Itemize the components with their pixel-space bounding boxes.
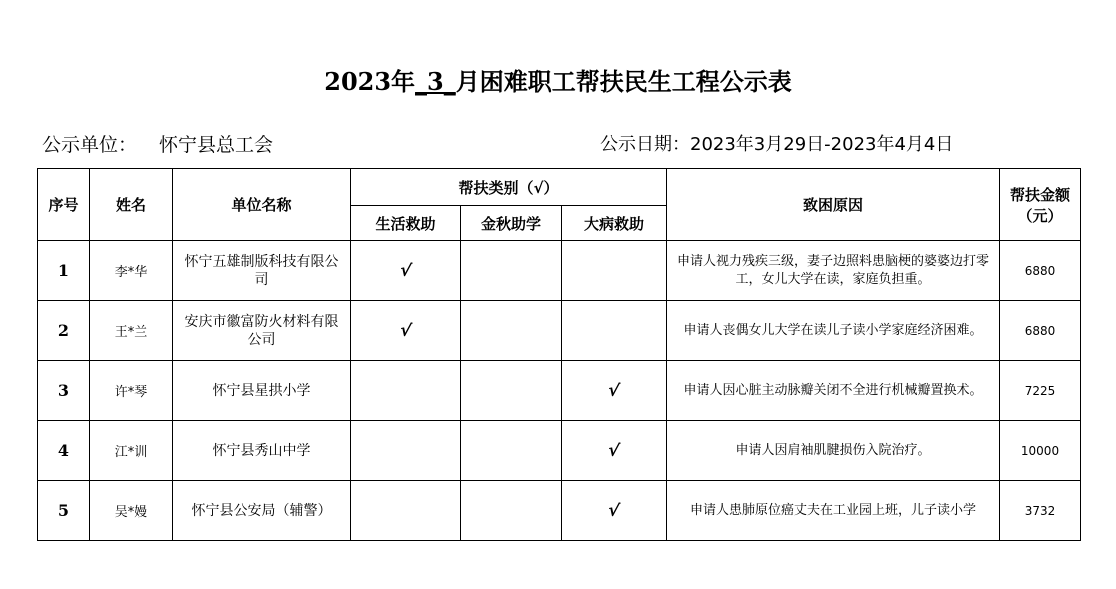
table-row — [38, 481, 1081, 541]
header-no: 序号 — [38, 169, 90, 241]
row-name: 江*训 — [90, 421, 173, 481]
table-row — [38, 301, 1081, 361]
check-mark: √ — [606, 379, 622, 402]
row-unit: 怀宁五雄制版科技有限公司 — [173, 241, 351, 301]
row-reason: 申请人丧偶女儿大学在读儿子读小学家庭经济困难。 — [667, 301, 1000, 361]
row-cat-living — [351, 481, 461, 541]
header-amount: 帮扶金额（元） — [1000, 169, 1081, 241]
check-mark: √ — [398, 319, 413, 342]
publishing-unit — [42, 130, 273, 157]
row-name: 许*琴 — [90, 361, 173, 421]
row-no: 3 — [38, 361, 90, 421]
row-cat-study — [461, 361, 562, 421]
row-cat-study — [461, 301, 562, 361]
page-title — [0, 62, 1116, 97]
row-reason: 申请人患肺原位癌丈夫在工业园上班，儿子读小学 — [667, 481, 1000, 541]
row-name: 吴*嫚 — [90, 481, 173, 541]
header-reason: 致困原因 — [667, 169, 1000, 241]
title-suffix: 月困难职工帮扶民生工程公示表 — [455, 67, 792, 96]
row-cat-illness — [562, 361, 667, 421]
unit-label: 公示单位： — [42, 134, 138, 156]
header-cat-living: 生活救助 — [351, 206, 461, 241]
unit-value: 怀宁县总工会 — [159, 134, 274, 156]
row-cat-illness — [562, 301, 667, 361]
table-row — [38, 361, 1081, 421]
row-cat-study — [461, 241, 562, 301]
row-cat-living — [351, 241, 461, 301]
row-cat-study — [461, 481, 562, 541]
row-name: 王*兰 — [90, 301, 173, 361]
table-row — [38, 241, 1081, 301]
check-mark: √ — [606, 439, 622, 462]
row-cat-illness — [562, 421, 667, 481]
row-cat-illness — [562, 481, 667, 541]
row-amount: 3732 — [1000, 481, 1081, 541]
row-amount: 6880 — [1000, 241, 1081, 301]
title-month: _3_ — [415, 67, 456, 96]
check-mark: √ — [606, 499, 622, 522]
row-cat-living — [351, 361, 461, 421]
row-reason: 申请人因心脏主动脉瓣关闭不全进行机械瓣置换术。 — [667, 361, 1000, 421]
header-unit: 单位名称 — [173, 169, 351, 241]
row-cat-study — [461, 421, 562, 481]
header-category: 帮扶类别（√） — [351, 169, 667, 206]
row-no: 2 — [38, 301, 90, 361]
row-unit: 怀宁县星拱小学 — [173, 361, 351, 421]
header-cat-study: 金秋助学 — [461, 206, 562, 241]
row-reason: 申请人因肩袖肌腱损伤入院治疗。 — [667, 421, 1000, 481]
row-unit: 安庆市徽富防火材料有限公司 — [173, 301, 351, 361]
header-cat-illness: 大病救助 — [562, 206, 667, 241]
row-cat-illness — [562, 241, 667, 301]
row-unit: 怀宁县秀山中学 — [173, 421, 351, 481]
row-cat-living — [351, 421, 461, 481]
row-unit: 怀宁县公安局（辅警） — [173, 481, 351, 541]
row-amount: 10000 — [1000, 421, 1081, 481]
check-mark: √ — [398, 259, 413, 282]
row-amount: 7225 — [1000, 361, 1081, 421]
aid-table — [37, 168, 1081, 541]
row-no: 4 — [38, 421, 90, 481]
row-reason: 申请人视力残疾三级，妻子边照料患脑梗的婆婆边打零工，女儿大学在读，家庭负担重。 — [667, 241, 1000, 301]
table-row — [38, 421, 1081, 481]
header-name: 姓名 — [90, 169, 173, 241]
row-no: 5 — [38, 481, 90, 541]
row-name: 李*华 — [90, 241, 173, 301]
row-amount: 6880 — [1000, 301, 1081, 361]
row-cat-living — [351, 301, 461, 361]
title-year: 2023年 — [324, 67, 416, 96]
publish-date: 公示日期：2023年3月29日-2023年4月4日 — [600, 134, 954, 155]
row-no: 1 — [38, 241, 90, 301]
